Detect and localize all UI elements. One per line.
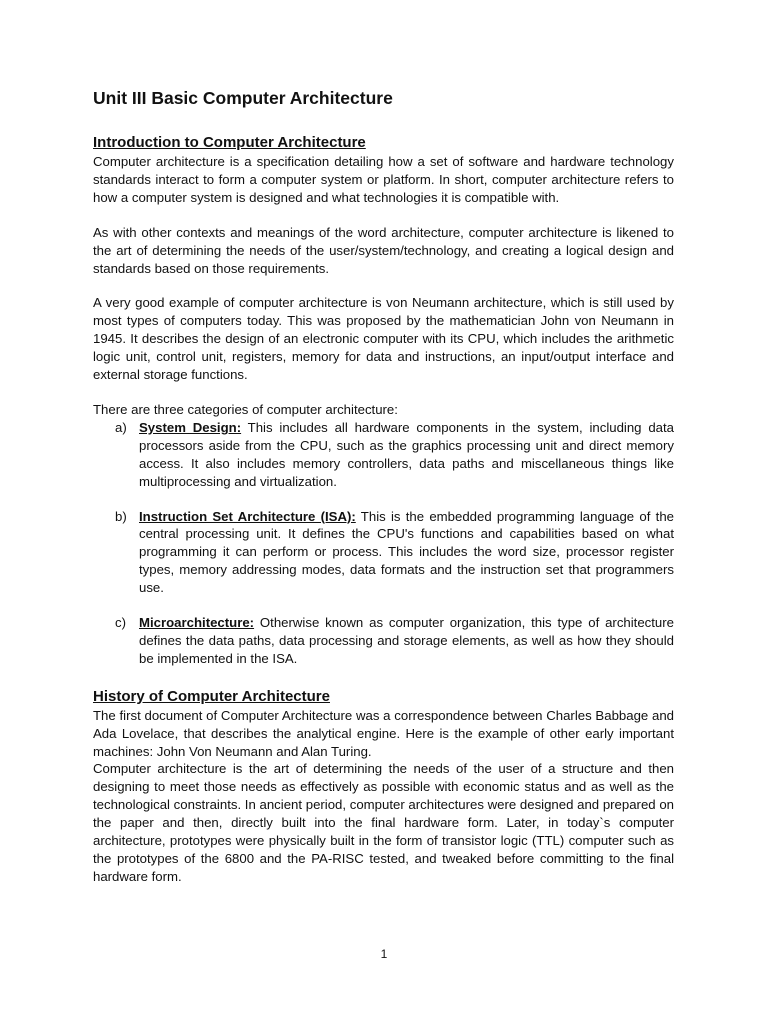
category-term: Instruction Set Architecture (ISA):: [139, 508, 356, 524]
history-heading: History of Computer Architecture: [93, 687, 330, 705]
list-item: [93, 508, 674, 598]
list-marker: a): [115, 419, 127, 435]
history-paragraph-1: The first document of Computer Architecture was a correspondence between Charles Babbage and Ada Lovelace, that describes the analytical engine. Here is the example of other early important machines: John Von Neumann and Alan Turing.: [93, 707, 674, 759]
architecture-categories-list: [93, 419, 674, 668]
page-number: 1: [380, 947, 388, 961]
intro-section: [93, 133, 674, 668]
category-description: Otherwise known as computer organization, this type of architecture defines the data paths, data processing and storage elements, as well as how they should be implemented in the ISA.: [139, 615, 674, 666]
history-section: [93, 687, 674, 886]
category-description: This includes all hardware components in the system, including data processors aside from the CPU, such as the graphics processing unit and direct memory access. It also includes memory controllers, data paths and miscellaneous things like multiprocessing and virtualization.: [139, 419, 674, 489]
categories-lead: There are three categories of computer architecture:: [93, 401, 398, 417]
list-item: [93, 419, 674, 491]
category-term: System Design:: [139, 419, 242, 435]
history-paragraph-2: Computer architecture is the art of determining the needs of the user of a structure and then designing to meet those needs as effectively as possible with economic status and as well as the technological constraints. In ancient period, computer architectures were designed and prepared on the paper and then, directly built into the final hardware form. Later, in today`s computer architecture, prototypes were physically built in the form of transistor logic (TTL) computer such as the prototypes of the 6800 and the PA-RISC tested, and tweaked before committing to the final hardware form.: [93, 761, 674, 884]
category-term: Microarchitecture:: [139, 615, 255, 631]
document-title: Unit III Basic Computer Architecture: [93, 88, 393, 108]
list-marker: b): [115, 508, 127, 524]
list-marker: c): [115, 615, 126, 631]
category-description: This is the embedded programming language of the central processing unit. It defines the CPU's functions and capabilities based on what programming it can perform or process. This includes the word size, processor register types, memory addressing modes, data formats and the instruction set that programmers use.: [139, 508, 674, 596]
list-item: [93, 614, 674, 668]
intro-heading: Introduction to Computer Architecture: [93, 134, 366, 151]
intro-paragraph-2: As with other contexts and meanings of the word architecture, computer architecture is likened to the art of determining the needs of the user/system/technology, and creating a logical design and standards based on those requirements.: [93, 224, 674, 276]
intro-paragraph-1: Computer architecture is a specification detailing how a set of software and hardware technology standards interact to form a computer system or platform. In short, computer architecture refers to how a computer system is designed and what technologies it is compatible with.: [93, 154, 674, 205]
intro-paragraph-3: A very good example of computer architecture is von Neumann architecture, which is still used by most types of computers today. This was proposed by the mathematician John von Neumann in 1945. It describes the design of an electronic computer with its CPU, which includes the arithmetic logic unit, control unit, registers, memory for data and instructions, an input/output interface and external storage functions.: [93, 295, 674, 383]
document-body: [93, 86, 674, 886]
